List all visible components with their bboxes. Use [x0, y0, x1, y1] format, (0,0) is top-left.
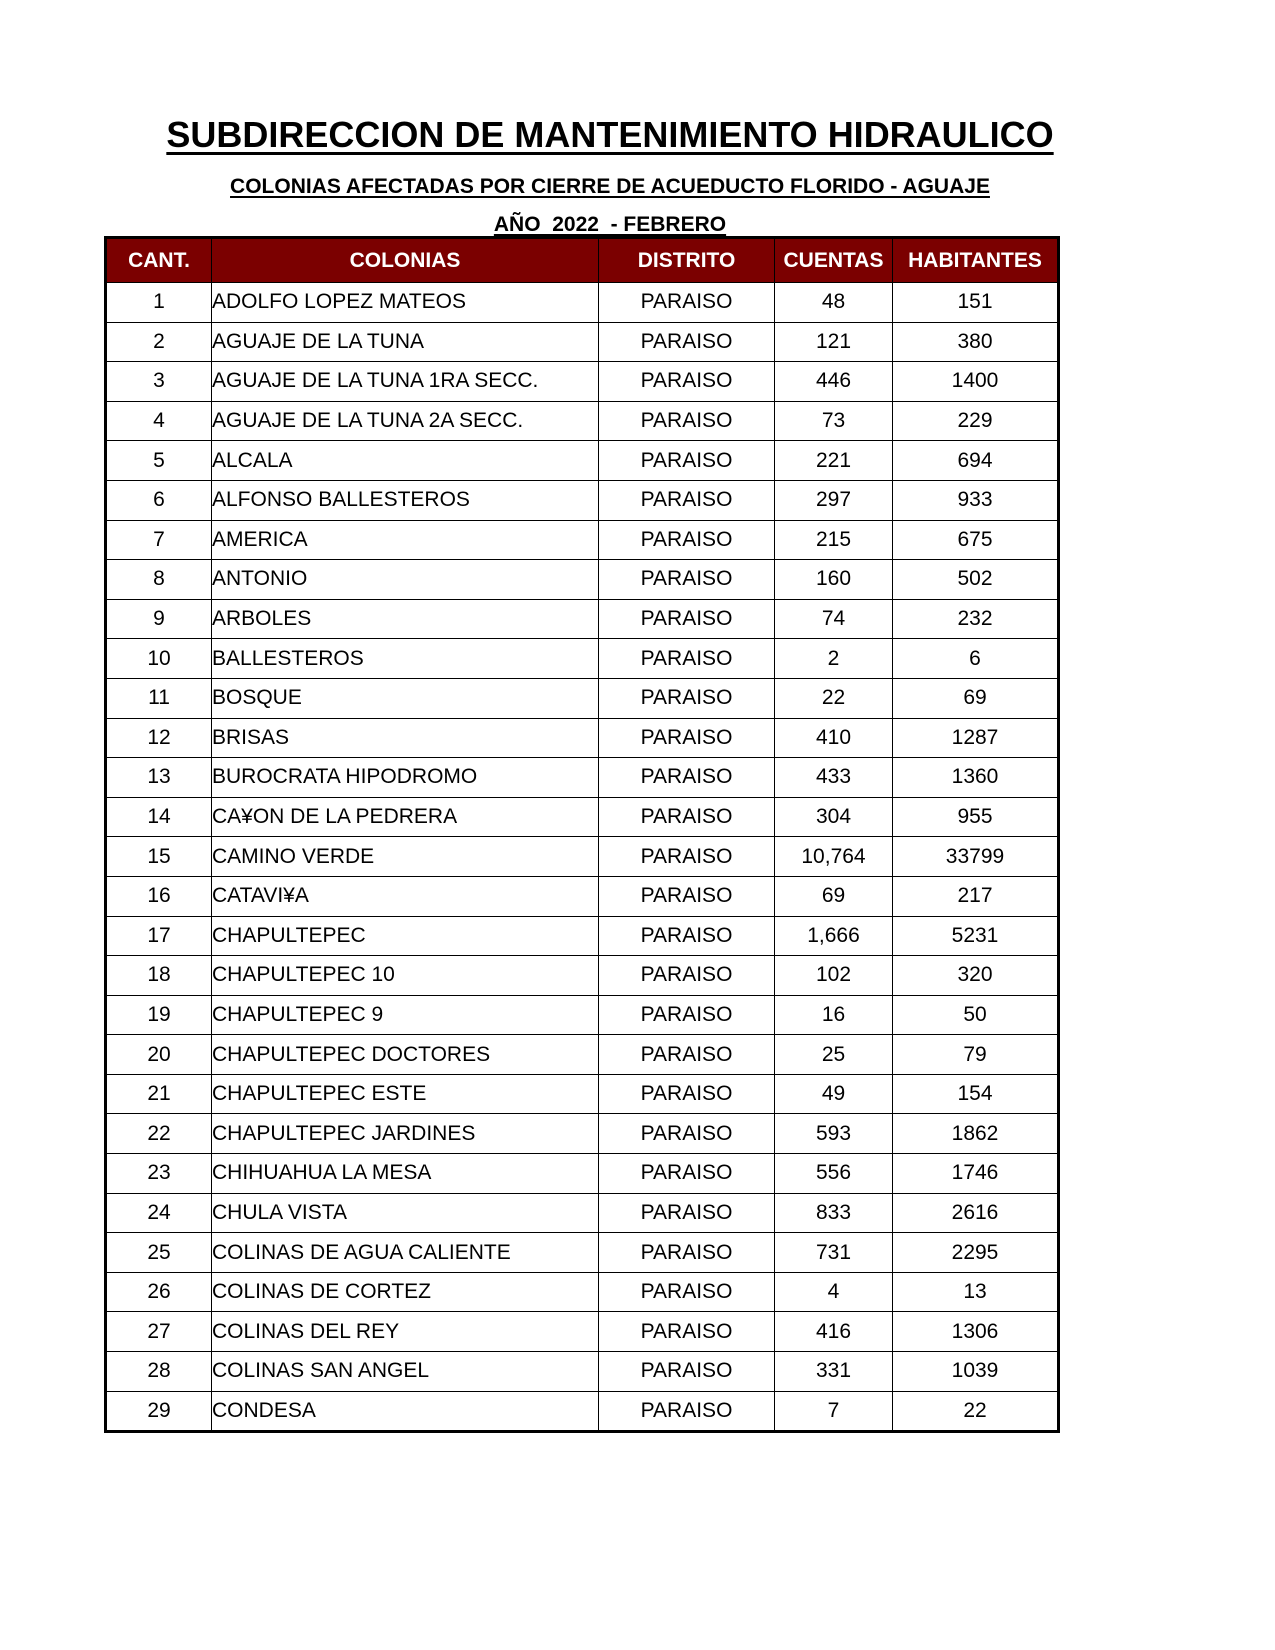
cuentas-cell: 48 — [775, 283, 893, 323]
row-number-cell: 25 — [106, 1233, 212, 1273]
table-row — [106, 560, 1059, 600]
colonia-name-cell: COLINAS DEL REY — [212, 1312, 599, 1352]
table-row — [106, 1391, 1059, 1432]
table-row — [106, 758, 1059, 798]
distrito-cell: PARAISO — [599, 480, 775, 520]
document-period: AÑO 2022 - FEBRERO — [493, 213, 727, 236]
habitantes-cell: 955 — [893, 797, 1059, 837]
row-number-cell: 11 — [106, 678, 212, 718]
colonia-name-cell: CHAPULTEPEC DOCTORES — [212, 1035, 599, 1075]
colonia-name-cell: CATAVI¥A — [212, 876, 599, 916]
row-number-cell: 10 — [106, 639, 212, 679]
habitantes-cell: 1039 — [893, 1352, 1059, 1392]
distrito-cell: PARAISO — [599, 639, 775, 679]
table-row — [106, 837, 1059, 877]
table-row — [106, 639, 1059, 679]
colonia-name-cell: ARBOLES — [212, 599, 599, 639]
cuentas-cell: 593 — [775, 1114, 893, 1154]
column-header-distrito: DISTRITO — [599, 238, 775, 283]
cuentas-cell: 2 — [775, 639, 893, 679]
table-row — [106, 1272, 1059, 1312]
row-number-cell: 13 — [106, 758, 212, 798]
distrito-cell: PARAISO — [599, 1074, 775, 1114]
habitantes-cell: 675 — [893, 520, 1059, 560]
distrito-cell: PARAISO — [599, 1154, 775, 1194]
cuentas-cell: 4 — [775, 1272, 893, 1312]
colonia-name-cell: BRISAS — [212, 718, 599, 758]
row-number-cell: 22 — [106, 1114, 212, 1154]
habitantes-cell: 2616 — [893, 1193, 1059, 1233]
cuentas-cell: 297 — [775, 480, 893, 520]
column-header-cant: CANT. — [106, 238, 212, 283]
row-number-cell: 4 — [106, 401, 212, 441]
cuentas-cell: 1,666 — [775, 916, 893, 956]
table-body — [106, 283, 1059, 1432]
distrito-cell: PARAISO — [599, 1352, 775, 1392]
habitantes-cell: 50 — [893, 995, 1059, 1035]
cuentas-cell: 69 — [775, 876, 893, 916]
row-number-cell: 17 — [106, 916, 212, 956]
habitantes-cell: 13 — [893, 1272, 1059, 1312]
habitantes-cell: 380 — [893, 322, 1059, 362]
distrito-cell: PARAISO — [599, 1193, 775, 1233]
colonia-name-cell: CHAPULTEPEC 10 — [212, 956, 599, 996]
row-number-cell: 2 — [106, 322, 212, 362]
distrito-cell: PARAISO — [599, 1391, 775, 1432]
colonia-name-cell: ALCALA — [212, 441, 599, 481]
table-row — [106, 322, 1059, 362]
row-number-cell: 16 — [106, 876, 212, 916]
row-number-cell: 21 — [106, 1074, 212, 1114]
habitantes-cell: 154 — [893, 1074, 1059, 1114]
cuentas-cell: 7 — [775, 1391, 893, 1432]
distrito-cell: PARAISO — [599, 876, 775, 916]
column-header-colonias: COLONIAS — [212, 238, 599, 283]
distrito-cell: PARAISO — [599, 401, 775, 441]
row-number-cell: 7 — [106, 520, 212, 560]
habitantes-cell: 229 — [893, 401, 1059, 441]
distrito-cell: PARAISO — [599, 678, 775, 718]
row-number-cell: 27 — [106, 1312, 212, 1352]
distrito-cell: PARAISO — [599, 1233, 775, 1273]
row-number-cell: 20 — [106, 1035, 212, 1075]
cuentas-cell: 49 — [775, 1074, 893, 1114]
table-row — [106, 1312, 1059, 1352]
distrito-cell: PARAISO — [599, 1114, 775, 1154]
habitantes-cell: 6 — [893, 639, 1059, 679]
cuentas-cell: 121 — [775, 322, 893, 362]
row-number-cell: 26 — [106, 1272, 212, 1312]
row-number-cell: 19 — [106, 995, 212, 1035]
row-number-cell: 14 — [106, 797, 212, 837]
cuentas-cell: 73 — [775, 401, 893, 441]
cuentas-cell: 102 — [775, 956, 893, 996]
distrito-cell: PARAISO — [599, 916, 775, 956]
distrito-cell: PARAISO — [599, 837, 775, 877]
habitantes-cell: 694 — [893, 441, 1059, 481]
cuentas-cell: 16 — [775, 995, 893, 1035]
row-number-cell: 1 — [106, 283, 212, 323]
row-number-cell: 12 — [106, 718, 212, 758]
distrito-cell: PARAISO — [599, 1272, 775, 1312]
row-number-cell: 18 — [106, 956, 212, 996]
table-row — [106, 956, 1059, 996]
colonia-name-cell: AGUAJE DE LA TUNA 1RA SECC. — [212, 362, 599, 402]
colonias-table — [104, 236, 1060, 1433]
table-row — [106, 520, 1059, 560]
colonia-name-cell: BOSQUE — [212, 678, 599, 718]
row-number-cell: 3 — [106, 362, 212, 402]
colonia-name-cell: CONDESA — [212, 1391, 599, 1432]
cuentas-cell: 304 — [775, 797, 893, 837]
habitantes-cell: 2295 — [893, 1233, 1059, 1273]
habitantes-cell: 232 — [893, 599, 1059, 639]
habitantes-cell: 502 — [893, 560, 1059, 600]
colonia-name-cell: CHIHUAHUA LA MESA — [212, 1154, 599, 1194]
distrito-cell: PARAISO — [599, 322, 775, 362]
table-row — [106, 283, 1059, 323]
table-row — [106, 678, 1059, 718]
colonia-name-cell: BUROCRATA HIPODROMO — [212, 758, 599, 798]
distrito-cell: PARAISO — [599, 718, 775, 758]
colonia-name-cell: CAMINO VERDE — [212, 837, 599, 877]
table-row — [106, 362, 1059, 402]
table-row — [106, 599, 1059, 639]
cuentas-cell: 556 — [775, 1154, 893, 1194]
cuentas-cell: 731 — [775, 1233, 893, 1273]
table-row — [106, 797, 1059, 837]
colonia-name-cell: ADOLFO LOPEZ MATEOS — [212, 283, 599, 323]
cuentas-cell: 160 — [775, 560, 893, 600]
table-row — [106, 1114, 1059, 1154]
colonia-name-cell: CHAPULTEPEC ESTE — [212, 1074, 599, 1114]
table-row — [106, 718, 1059, 758]
habitantes-cell: 69 — [893, 678, 1059, 718]
table-row — [106, 916, 1059, 956]
table-row — [106, 441, 1059, 481]
habitantes-cell: 1862 — [893, 1114, 1059, 1154]
colonia-name-cell: COLINAS DE CORTEZ — [212, 1272, 599, 1312]
colonia-name-cell: CHAPULTEPEC 9 — [212, 995, 599, 1035]
cuentas-cell: 833 — [775, 1193, 893, 1233]
colonia-name-cell: COLINAS DE AGUA CALIENTE — [212, 1233, 599, 1273]
cuentas-cell: 10,764 — [775, 837, 893, 877]
table-row — [106, 995, 1059, 1035]
table-row — [106, 1154, 1059, 1194]
row-number-cell: 8 — [106, 560, 212, 600]
distrito-cell: PARAISO — [599, 995, 775, 1035]
colonia-name-cell: CHAPULTEPEC JARDINES — [212, 1114, 599, 1154]
habitantes-cell: 1746 — [893, 1154, 1059, 1194]
cuentas-cell: 74 — [775, 599, 893, 639]
colonia-name-cell: AGUAJE DE LA TUNA — [212, 322, 599, 362]
habitantes-cell: 320 — [893, 956, 1059, 996]
document-subtitle: COLONIAS AFECTADAS POR CIERRE DE ACUEDUCTO FLORIDO - AGUAJE — [230, 175, 990, 198]
colonia-name-cell: CHULA VISTA — [212, 1193, 599, 1233]
table-row — [106, 1352, 1059, 1392]
table-row — [106, 480, 1059, 520]
habitantes-cell: 1287 — [893, 718, 1059, 758]
table-row — [106, 1074, 1059, 1114]
row-number-cell: 15 — [106, 837, 212, 877]
habitantes-cell: 33799 — [893, 837, 1059, 877]
table-row — [106, 401, 1059, 441]
colonia-name-cell: ALFONSO BALLESTEROS — [212, 480, 599, 520]
cuentas-cell: 410 — [775, 718, 893, 758]
cuentas-cell: 416 — [775, 1312, 893, 1352]
table-row — [106, 1193, 1059, 1233]
distrito-cell: PARAISO — [599, 283, 775, 323]
cuentas-cell: 22 — [775, 678, 893, 718]
habitantes-cell: 933 — [893, 480, 1059, 520]
colonia-name-cell: AMERICA — [212, 520, 599, 560]
colonia-name-cell: AGUAJE DE LA TUNA 2A SECC. — [212, 401, 599, 441]
column-header-cuentas: CUENTAS — [775, 238, 893, 283]
habitantes-cell: 151 — [893, 283, 1059, 323]
habitantes-cell: 1400 — [893, 362, 1059, 402]
colonia-name-cell: CHAPULTEPEC — [212, 916, 599, 956]
table-row — [106, 1233, 1059, 1273]
row-number-cell: 23 — [106, 1154, 212, 1194]
colonia-name-cell: BALLESTEROS — [212, 639, 599, 679]
row-number-cell: 28 — [106, 1352, 212, 1392]
cuentas-cell: 331 — [775, 1352, 893, 1392]
colonia-name-cell: ANTONIO — [212, 560, 599, 600]
row-number-cell: 5 — [106, 441, 212, 481]
row-number-cell: 24 — [106, 1193, 212, 1233]
habitantes-cell: 1306 — [893, 1312, 1059, 1352]
distrito-cell: PARAISO — [599, 1035, 775, 1075]
cuentas-cell: 433 — [775, 758, 893, 798]
distrito-cell: PARAISO — [599, 520, 775, 560]
distrito-cell: PARAISO — [599, 362, 775, 402]
row-number-cell: 29 — [106, 1391, 212, 1432]
cuentas-cell: 221 — [775, 441, 893, 481]
row-number-cell: 9 — [106, 599, 212, 639]
table-header-row — [106, 238, 1059, 283]
colonia-name-cell: CA¥ON DE LA PEDRERA — [212, 797, 599, 837]
distrito-cell: PARAISO — [599, 599, 775, 639]
distrito-cell: PARAISO — [599, 797, 775, 837]
column-header-habitantes: HABITANTES — [893, 238, 1059, 283]
colonia-name-cell: COLINAS SAN ANGEL — [212, 1352, 599, 1392]
distrito-cell: PARAISO — [599, 560, 775, 600]
habitantes-cell: 1360 — [893, 758, 1059, 798]
distrito-cell: PARAISO — [599, 956, 775, 996]
habitantes-cell: 5231 — [893, 916, 1059, 956]
distrito-cell: PARAISO — [599, 441, 775, 481]
habitantes-cell: 22 — [893, 1391, 1059, 1432]
distrito-cell: PARAISO — [599, 1312, 775, 1352]
cuentas-cell: 215 — [775, 520, 893, 560]
document-title: SUBDIRECCION DE MANTENIMIENTO HIDRAULICO — [166, 114, 1054, 155]
table-row — [106, 1035, 1059, 1075]
habitantes-cell: 217 — [893, 876, 1059, 916]
habitantes-cell: 79 — [893, 1035, 1059, 1075]
cuentas-cell: 446 — [775, 362, 893, 402]
row-number-cell: 6 — [106, 480, 212, 520]
distrito-cell: PARAISO — [599, 758, 775, 798]
table-row — [106, 876, 1059, 916]
cuentas-cell: 25 — [775, 1035, 893, 1075]
